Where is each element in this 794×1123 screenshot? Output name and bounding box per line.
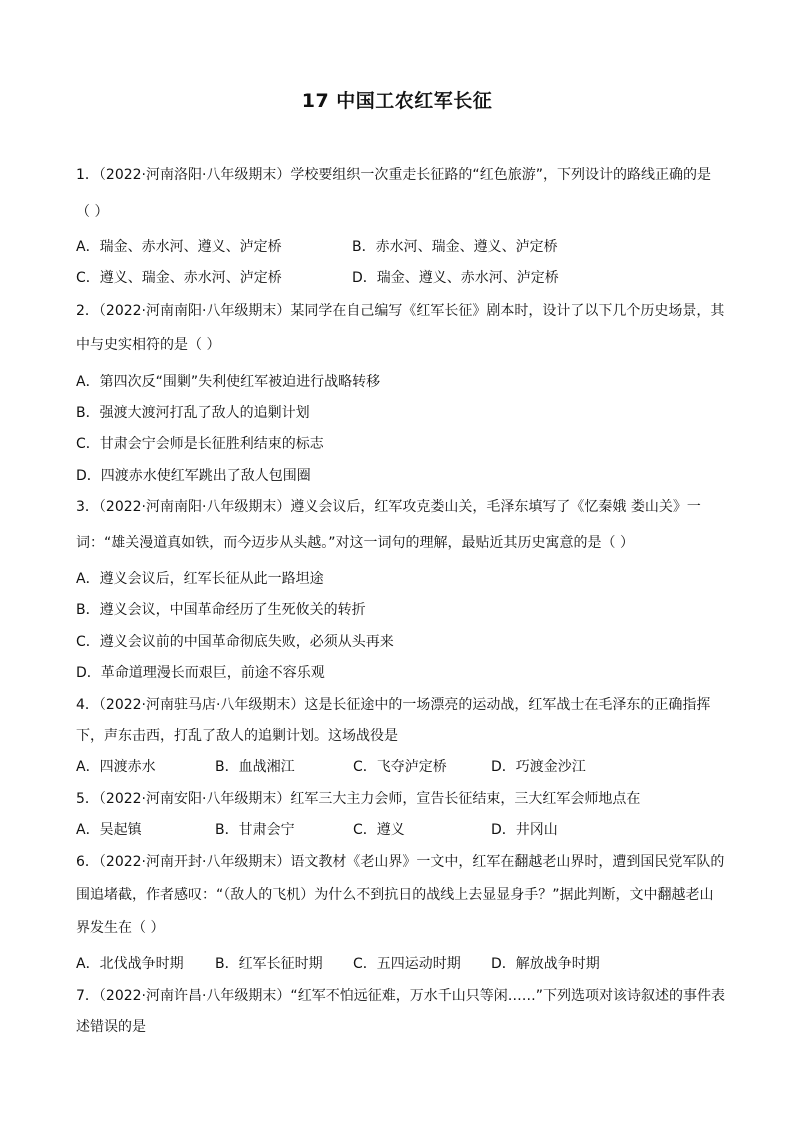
question-2-stem: 2．（2022·河南南阳·八年级期末）某同学在自己编写《红军长征》剧本时，设计了以下几个历史场景，其 [76,303,725,319]
question-3-option-d: D．革命道理漫长而艰巨，前途不容乐观 [76,665,325,681]
question-4-option-a: A．四渡赤水 [76,759,156,775]
question-4-stem-cont: 下，声东击西，打乱了敌人的追剿计划。这场战役是 [76,728,398,744]
question-2-option-d: D．四渡赤水使红军跳出了敌人包围圈 [76,468,311,484]
question-3-option-b: B．遵义会议，中国革命经历了生死攸关的转折 [76,602,366,618]
question-3-option-c: C．遵义会议前的中国革命彻底失败，必须从头再来 [76,634,394,650]
question-7-stem: 7．（2022·河南许昌·八年级期末）“红军不怕远征难，万水千山只等闲……”下列选项对该诗叙述的事件表 [76,988,725,1004]
question-6-stem: 6．（2022·河南开封·八年级期末）语文教材《老山界》一文中，红军在翻越老山界时，遭到国民党军队的 [76,854,725,870]
question-2-option-b: B．强渡大渡河打乱了敌人的追剿计划 [76,405,310,421]
question-6-option-b: B．红军长征时期 [215,956,323,972]
question-2-option-a: A．第四次反“围剿”失利使红军被迫进行战略转移 [76,374,381,390]
question-5-option-a: A．吴起镇 [76,822,142,838]
question-5-option-d: D．井冈山 [491,822,558,838]
question-3-stem-cont: 词：“雄关漫道真如铁，而今迈步从头越。”对这一词句的理解，最贴近其历史寓意的是（ ） [76,535,634,551]
question-1-option-a: A．瑞金、赤水河、遵义、泸定桥 [76,239,282,255]
question-5-stem: 5．（2022·河南安阳·八年级期末）红军三大主力会师，宣告长征结束，三大红军会师地点在 [76,791,641,807]
question-6-option-c: C．五四运动时期 [353,956,461,972]
question-1-option-c: C．遵义、瑞金、赤水河、泸定桥 [76,270,282,286]
question-1-option-b: B．赤水河、瑞金、遵义、泸定桥 [352,239,558,255]
question-6-stem-cont: 围追堵截，作者感叹：“（敌人的飞机）为什么不到抗日的战线上去显显身手？”据此判断，文中翻越老山 [76,887,714,903]
question-1-stem: 1．（2022·河南洛阳·八年级期末）学校要组织一次重走长征路的“红色旅游”，下列设计的路线正确的是 [76,167,711,183]
question-4-option-d: D．巧渡金沙江 [491,759,586,775]
question-3-stem: 3．（2022·河南南阳·八年级期末）遵义会议后，红军攻克娄山关，毛泽东填写了《忆秦娥 娄山关》一 [76,499,701,515]
question-5-option-b: B．甘肃会宁 [215,822,295,838]
question-7-stem-cont: 述错误的是 [76,1019,146,1035]
question-2-option-c: C．甘肃会宁会师是长征胜利结束的标志 [76,436,324,452]
question-5-option-c: C．遵义 [353,822,405,838]
question-6-option-d: D．解放战争时期 [491,956,600,972]
question-1-option-d: D．瑞金、遵义、赤水河、泸定桥 [352,270,559,286]
question-1-stem-cont: （ ） [76,204,109,220]
question-2-stem-cont: 中与史实相符的是（ ） [76,337,221,353]
question-6-stem-cont-2: 界发生在（ ） [76,920,165,936]
question-4-option-b: B．血战湘江 [215,759,295,775]
question-4-option-c: C．飞夺泸定桥 [353,759,447,775]
question-3-option-a: A．遵义会议后，红军长征从此一路坦途 [76,571,324,587]
page-title: 17 中国工农红军长征 [301,90,493,112]
question-6-option-a: A．北伐战争时期 [76,956,184,972]
question-4-stem: 4．（2022·河南驻马店·八年级期末）这是长征途中的一场漂亮的运动战，红军战士在毛泽东的正确指挥 [76,697,711,713]
